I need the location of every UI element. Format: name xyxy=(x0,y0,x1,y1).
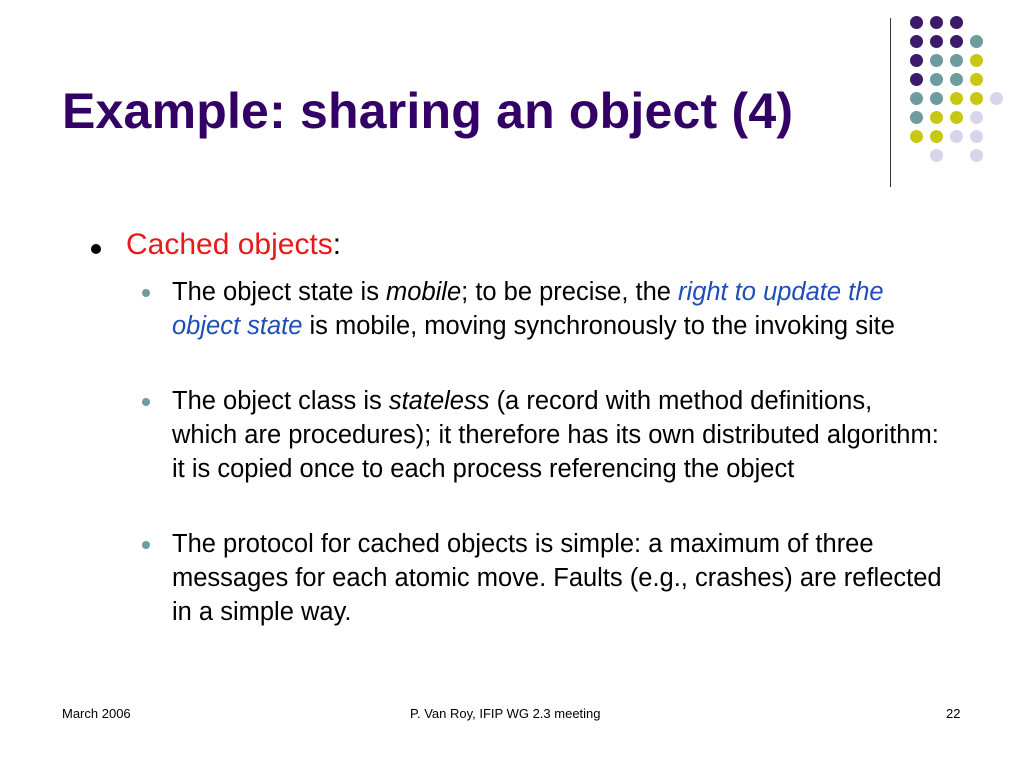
sub-bullet-dot xyxy=(142,398,150,406)
decor-dot xyxy=(930,54,943,67)
footer-page-number: 22 xyxy=(946,706,961,721)
text-run: ; to be precise, the xyxy=(461,278,679,306)
decor-dot xyxy=(910,111,923,124)
decor-dot xyxy=(910,35,923,48)
slide-title: Example: sharing an object (4) xyxy=(62,83,794,139)
decor-dot xyxy=(950,54,963,67)
decor-dot xyxy=(910,73,923,86)
decor-dot xyxy=(910,16,923,29)
emphasis-text: mobile xyxy=(386,278,462,306)
decor-dot xyxy=(970,149,983,162)
decor-dot xyxy=(970,130,983,143)
decor-dot xyxy=(950,92,963,105)
decor-dot xyxy=(970,35,983,48)
footer-date: March 2006 xyxy=(62,706,131,721)
decor-dot xyxy=(930,130,943,143)
decor-dot xyxy=(910,92,923,105)
decor-dot xyxy=(950,35,963,48)
title-divider-line xyxy=(890,18,891,187)
emphasis-text: stateless xyxy=(388,387,490,415)
bullet-level1 xyxy=(126,228,341,262)
sub-bullet-3 xyxy=(172,527,942,629)
text-run: (a record with method definitions, which are procedures); it therefore has its own distributed algorithm: it is copied once to each process referencing the object xyxy=(172,387,939,483)
sub-bullet-2 xyxy=(172,384,942,486)
decor-dot xyxy=(930,149,943,162)
text-run: The object state is xyxy=(172,278,387,306)
decor-dot xyxy=(930,35,943,48)
decor-dot xyxy=(970,111,983,124)
decor-dot xyxy=(950,111,963,124)
bullet-colon: : xyxy=(332,228,342,261)
decor-dot xyxy=(970,54,983,67)
decor-dot xyxy=(950,130,963,143)
decor-dot xyxy=(970,92,983,105)
bullet-highlight: Cached objects xyxy=(126,228,333,261)
sub-bullet-1 xyxy=(172,275,942,343)
emphasis-blue-text: right to update the object state xyxy=(172,278,884,340)
decor-dot xyxy=(950,73,963,86)
text-run: The protocol for cached objects is simple: a maximum of three messages for each atomic move. Faults (e.g., crashes) are reflected in a simple way. xyxy=(172,530,942,626)
decor-dot xyxy=(910,54,923,67)
decor-dot xyxy=(970,73,983,86)
decor-dot xyxy=(950,16,963,29)
decor-dot xyxy=(930,16,943,29)
decor-dot xyxy=(930,92,943,105)
decor-dot xyxy=(990,92,1003,105)
sub-bullet-dot xyxy=(142,541,150,549)
decor-dot xyxy=(930,73,943,86)
text-run: is mobile, moving synchronously to the invoking site xyxy=(302,312,895,340)
text-run: The object class is xyxy=(172,387,389,415)
sub-bullet-dot xyxy=(142,289,150,297)
footer-center: P. Van Roy, IFIP WG 2.3 meeting xyxy=(410,706,601,721)
decor-dot xyxy=(910,130,923,143)
bullet-dot xyxy=(91,244,101,254)
decor-dot xyxy=(930,111,943,124)
